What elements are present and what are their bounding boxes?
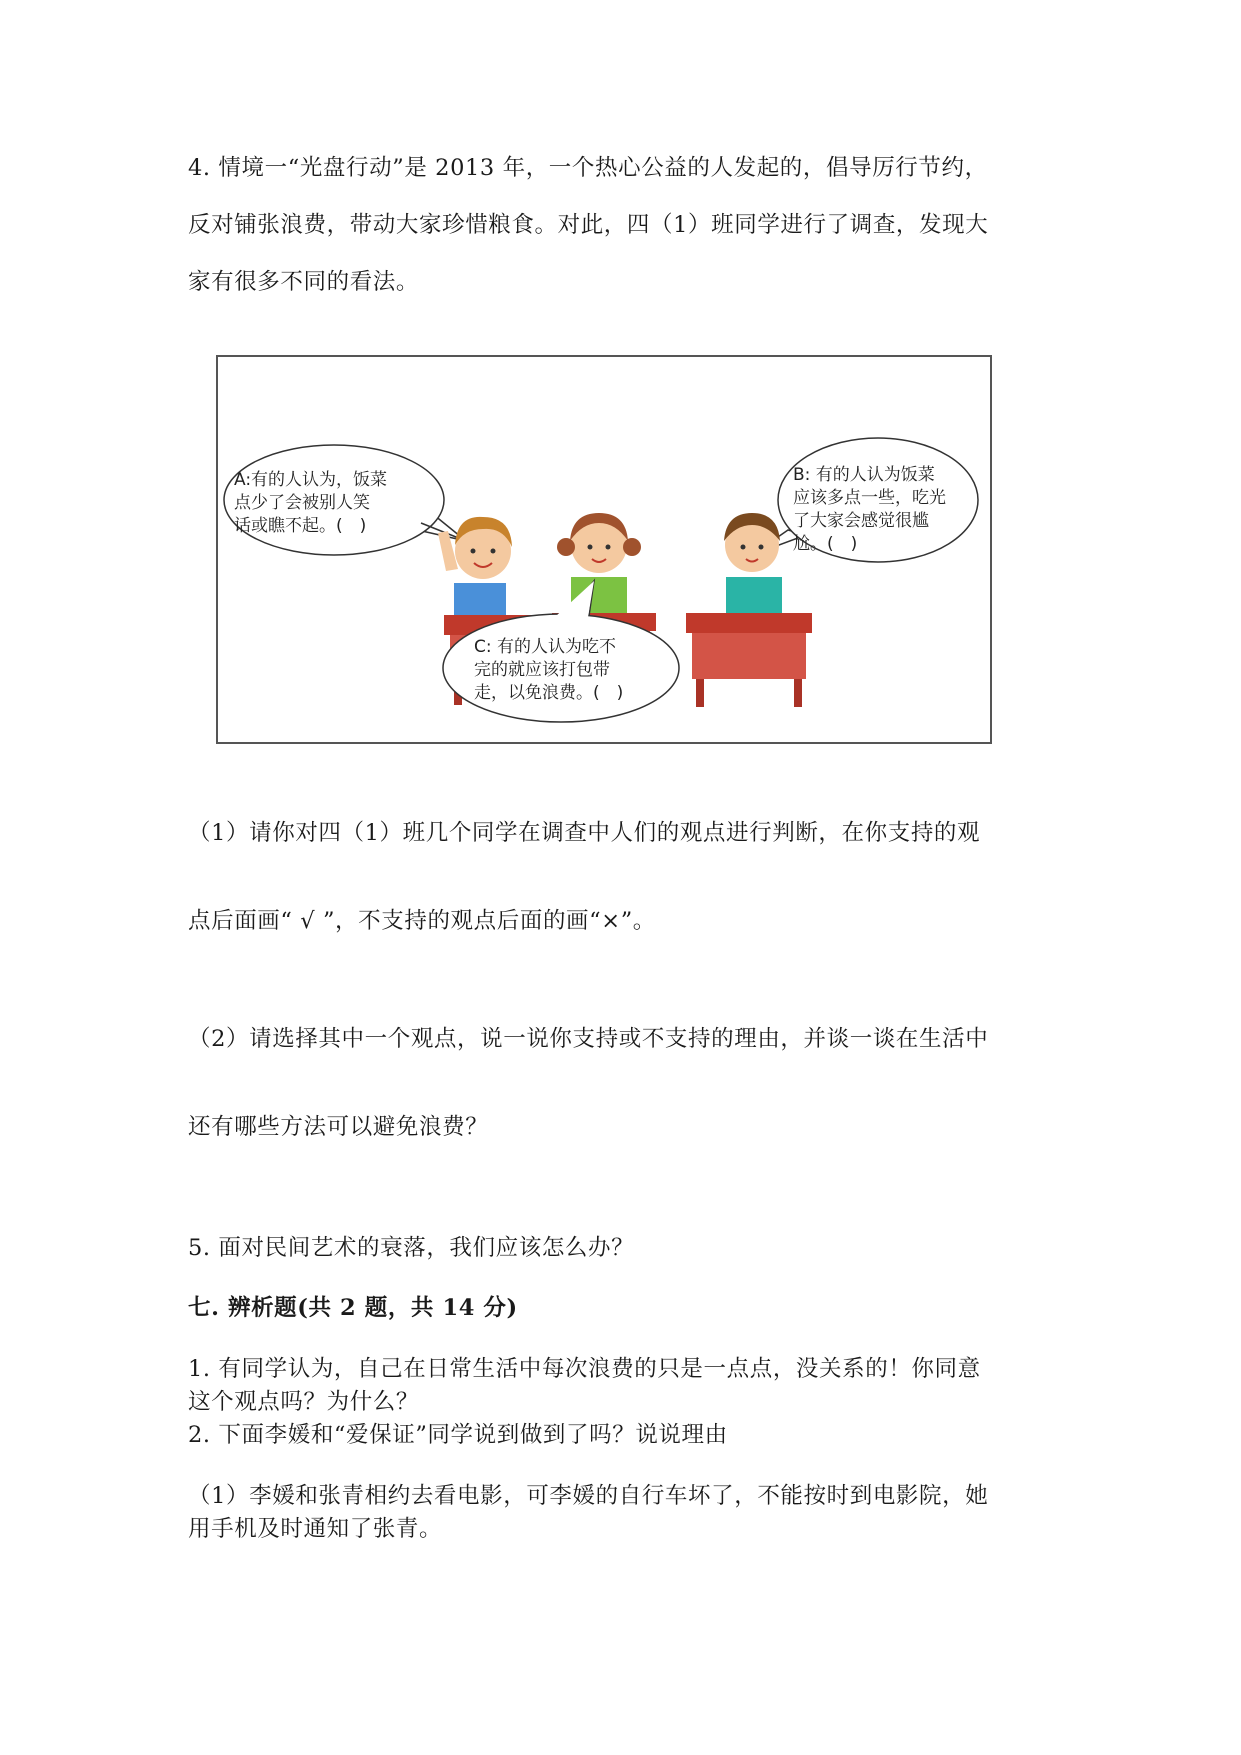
subquestion-1-line-1: （1）请你对四（1）班几个同学在调查中人们的观点进行判断，在你支持的观 (188, 820, 981, 846)
question-4-line-1: 4. 情境一“光盘行动”是 2013 年，一个热心公益的人发起的，倡导厉行节约， (188, 155, 988, 181)
section-7-question-2-part-1-line-1: （1）李媛和张青相约去看电影，可李媛的自行车坏了，不能按时到电影院，她 (188, 1483, 989, 1509)
section-7-heading: 七. 辨析题(共 2 题，共 14 分) (188, 1295, 518, 1321)
survey-illustration (216, 355, 992, 744)
bubble-a-line-2: 点少了会被别人笑 (234, 493, 370, 513)
bubble-a-line-3: 话或瞧不起。( ) (234, 516, 367, 536)
bubble-c-line-3: 走，以免浪费。( ) (474, 683, 624, 703)
bubble-c-line-2: 完的就应该打包带 (474, 660, 610, 680)
bubble-c-line-1: C: 有的人认为吃不 (474, 637, 617, 657)
bubble-b-line-3: 了大家会感觉很尴 (793, 511, 929, 531)
question-5: 5. 面对民间艺术的衰落，我们应该怎么办？ (188, 1235, 635, 1261)
section-7-question-1-line-1: 1. 有同学认为，自己在日常生活中每次浪费的只是一点点，没关系的！你同意 (188, 1356, 981, 1382)
subquestion-1-line-2: 点后面画“ √ ”，不支持的观点后面的画“×”。 (188, 908, 656, 934)
question-4-line-2: 反对铺张浪费，带动大家珍惜粮食。对此，四（1）班同学进行了调查，发现大 (188, 212, 989, 238)
subquestion-2-line-1: （2）请选择其中一个观点，说一说你支持或不支持的理由，并谈一谈在生活中 (188, 1026, 989, 1052)
question-4-line-3: 家有很多不同的看法。 (188, 269, 420, 295)
section-7-question-2: 2. 下面李媛和“爱保证”同学说到做到了吗？说说理由 (188, 1422, 728, 1448)
bubble-b-line-1: B: 有的人认为饭菜 (793, 465, 935, 485)
bubble-b-line-4: 尬。( ) (793, 534, 858, 554)
subquestion-2-line-2: 还有哪些方法可以避免浪费？ (188, 1114, 489, 1140)
bubble-b-line-2: 应该多点一些，吃光 (793, 488, 946, 508)
bubble-a-line-1: A:有的人认为，饭菜 (234, 470, 388, 490)
section-7-question-2-part-1-line-2: 用手机及时通知了张青。 (188, 1516, 443, 1542)
section-7-question-1-line-2: 这个观点吗？为什么？ (188, 1389, 420, 1415)
